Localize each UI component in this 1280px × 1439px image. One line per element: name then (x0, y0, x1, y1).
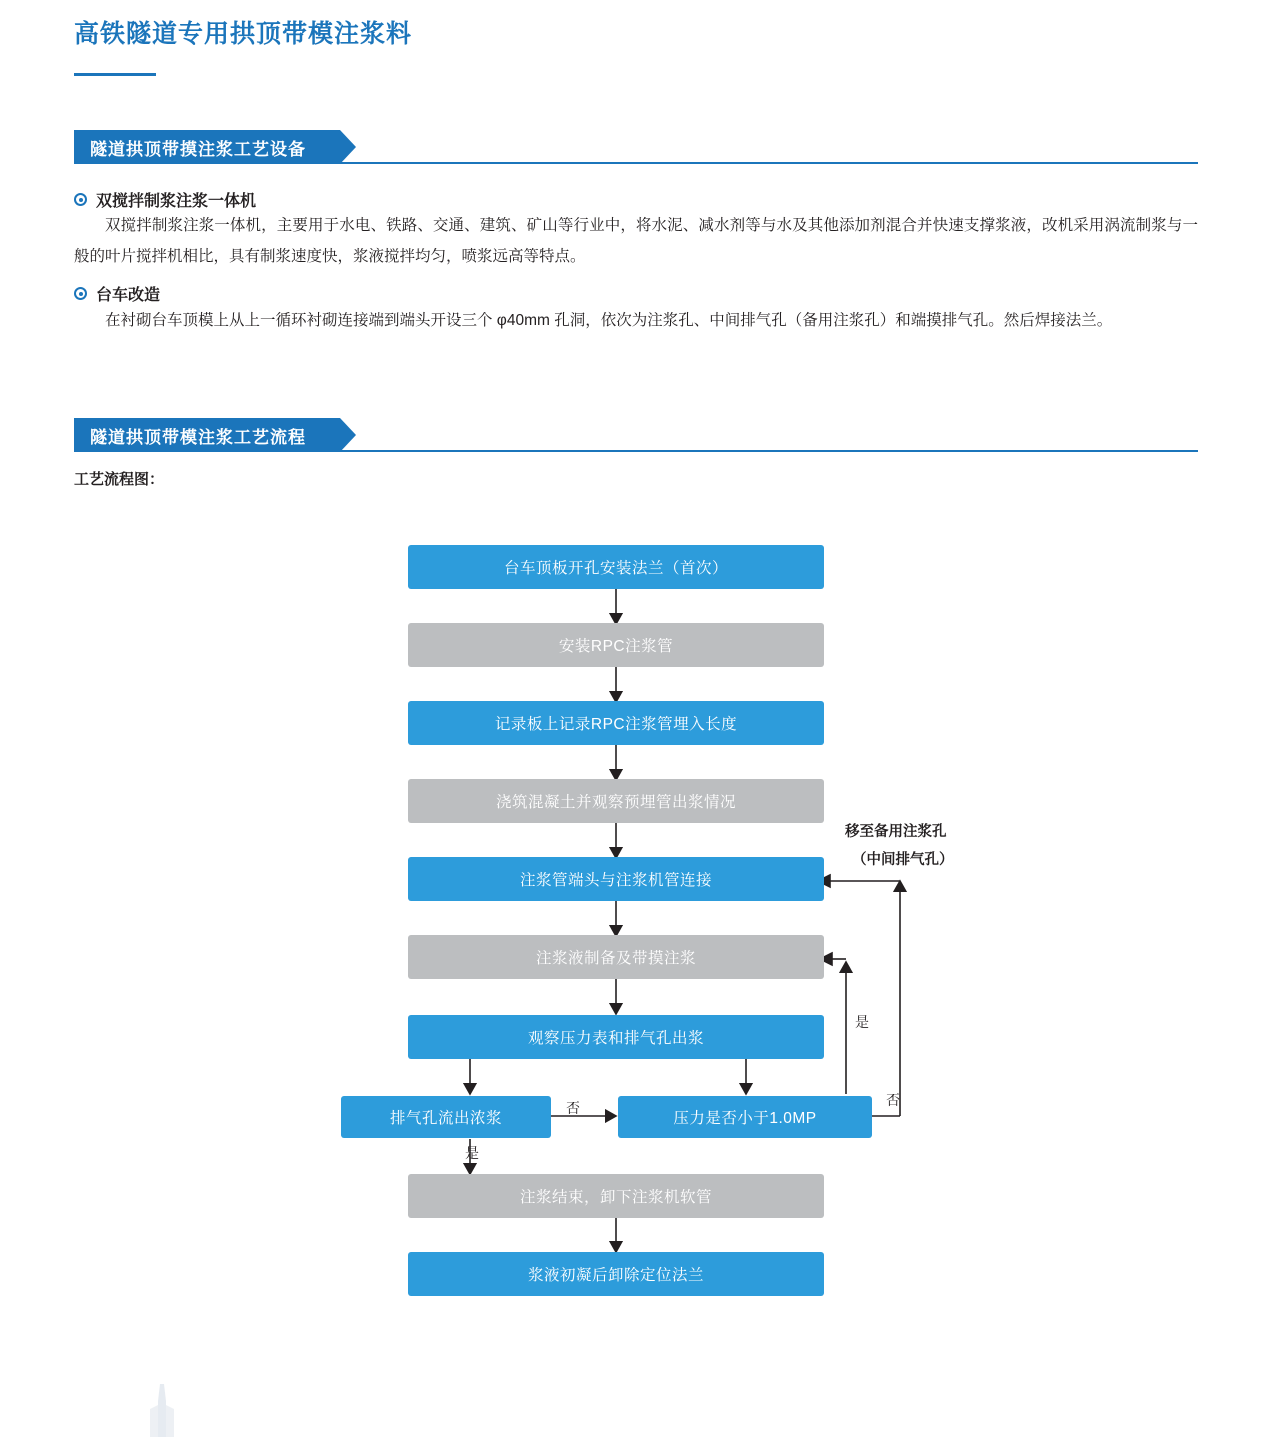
edge-label-no-1: 否 (566, 1100, 580, 1116)
section-header-label: 隧道拱顶带摸注浆工艺设备 (90, 139, 306, 159)
bullet-item-trolley (74, 282, 160, 305)
flowchart-caption: 工艺流程图： (74, 471, 165, 488)
edge-label-no-2: 否 (886, 1092, 900, 1108)
flow-node-4[interactable]: 浇筑混凝土并观察预埋管出浆情况 (408, 779, 824, 823)
bullet-item-label: 台车改造 (96, 287, 161, 304)
bullet-item-machine (74, 188, 256, 211)
flow-node-11[interactable]: 浆液初凝后卸除定位法兰 (408, 1252, 824, 1296)
flow-node-9[interactable]: 压力是否小于1.0MP (618, 1096, 872, 1138)
title-underline-rule (74, 73, 156, 76)
flow-node-5[interactable]: 注浆管端头与注浆机管连接 (408, 857, 824, 901)
section-header-bar (74, 130, 340, 164)
bullet-item-label: 双搅拌制浆注浆一体机 (96, 193, 257, 210)
footer-decoration-icon (130, 1379, 200, 1439)
annotation-backup-hole: 移至备用注浆孔 (845, 824, 947, 840)
annotation-middle-vent-hole: （中间排气孔） (852, 852, 954, 868)
paragraph-trolley: 在衬砌台车顶模上从上一循环衬砌连接端到端头开设三个 φ40mm 孔洞，依次为注浆孔、中间排气孔（备用注浆孔）和端摸排气孔。然后焊接法兰。 (105, 312, 1113, 329)
flow-node-7[interactable]: 观察压力表和排气孔出浆 (408, 1015, 824, 1059)
page-title: 高铁隧道专用拱顶带模注浆料 (74, 20, 413, 48)
flow-node-3[interactable]: 记录板上记录RPC注浆管埋入长度 (408, 701, 824, 745)
flow-node-10[interactable]: 注浆结束，卸下注浆机软管 (408, 1174, 824, 1218)
section-header-equipment (74, 130, 1198, 164)
edge-label-yes-1: 是 (465, 1145, 479, 1161)
flow-node-6[interactable]: 注浆液制备及带摸注浆 (408, 935, 824, 979)
paragraph-machine: 双搅拌制浆注浆一体机，主要用于水电、铁路、交通、建筑、矿山等行业中，将水泥、减水剂等与水及其他添加剂混合并快速支撑浆液，改机采用涡流制浆与一般的叶片搅拌机相比，具有制浆速度快，浆液搅拌均匀，喷浆远高等特点。 (74, 217, 1198, 265)
edge-label-yes-2: 是 (855, 1014, 869, 1030)
bullet-circle-icon (74, 193, 87, 206)
bullet-circle-icon (74, 287, 87, 300)
section-header-process (74, 418, 1198, 452)
section-header-label: 隧道拱顶带模注浆工艺流程 (90, 427, 306, 447)
section-header-bar (74, 418, 340, 452)
flow-node-8[interactable]: 排气孔流出浓浆 (341, 1096, 551, 1138)
flow-node-1[interactable]: 台车顶板开孔安装法兰（首次） (408, 545, 824, 589)
flow-node-2[interactable]: 安装RPC注浆管 (408, 623, 824, 667)
